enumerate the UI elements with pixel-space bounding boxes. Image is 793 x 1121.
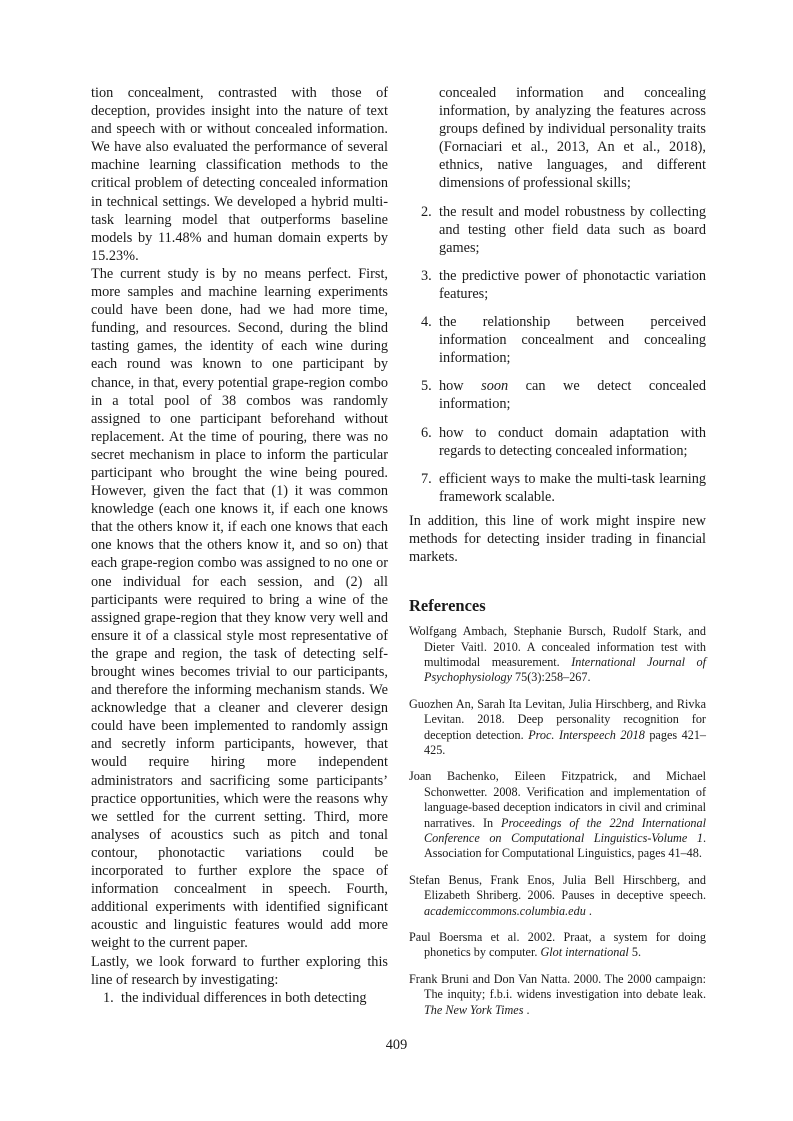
list-item-text-pre: how [439, 378, 482, 395]
reference-text: Paul Boersma et al. 2002. Praat, a system for doing phonetics by computer. [409, 930, 706, 960]
page-number: 409 [385, 1037, 408, 1053]
list-item [409, 203, 706, 257]
list-item-continuation: concealed information and concealing information, by analyzing the features across groups defined by individual personality traits (Fornaciari et al., 2013, An et al., 2018), ethnics, native languages, and different dimensions of professional skills; [439, 85, 706, 192]
list-item-text: the relationship between perceived information concealment and concealing information; [439, 314, 706, 367]
list-number: 4. [421, 314, 432, 331]
reference-venue: academiccommons.columbia.edu [424, 903, 586, 918]
reference-entry [409, 873, 706, 919]
reference-text: Joan Bachenko, Eileen Fitzpatrick, and Michael Schonwetter. 2008. Verification and implementation of language-based deception indicators in civil and criminal narratives. In [409, 769, 706, 830]
reference-text: Frank Bruni and Don Van Natta. 2000. The 2000 campaign: The inquity; f.b.i. widens investigation into debate leak. [409, 971, 706, 1002]
reference-venue: International Journal of Psychophysiology [424, 654, 706, 685]
closing-paragraph: In addition, this line of work might inspire new methods for detecting insider trading in financial markets. [409, 512, 706, 566]
reference-venue: Proc. Interspeech 2018 [528, 727, 645, 742]
reference-entry [409, 769, 706, 861]
list-item-text: efficient ways to make the multi-task learning framework scalable. [439, 470, 706, 505]
references-heading: References [409, 596, 486, 616]
list-number: 6. [421, 424, 432, 441]
reference-tail: 75(3):258–267. [512, 670, 591, 685]
reference-tail: . Association for Computational Linguistics, pages 41–48. [424, 831, 706, 861]
future-work-list [91, 989, 388, 1007]
reference-entry [409, 624, 706, 686]
left-column [91, 84, 388, 1017]
reference-tail: pages 421–425. [424, 727, 707, 757]
list-item [409, 313, 706, 367]
reference-venue: Glot international [540, 945, 629, 960]
list-item-text: the result and model robustness by collecting and testing other field data such as board games; [439, 203, 706, 256]
reference-text: Stefan Benus, Frank Enos, Julia Bell Hirschberg, and Elizabeth Shriberg. 2006. Pauses in deceptive speech. [409, 872, 706, 903]
list-number: 1. [103, 989, 114, 1006]
list-number: 7. [421, 470, 432, 487]
list-item [409, 377, 706, 413]
reference-venue: The New York Times [424, 1002, 524, 1017]
list-item-text-post: can we detect concealed information; [439, 378, 706, 413]
list-number: 3. [421, 267, 432, 284]
reference-text: Guozhen An, Sarah Ita Levitan, Julia Hirschberg, and Rivka Levitan. 2018. Deep personality recognition for deception detection. [409, 696, 706, 742]
reference-tail: . [585, 903, 592, 918]
right-column [409, 84, 706, 1029]
reference-venue: Proceedings of the 22nd International Conference on Computational Linguistics-Volume 1 [424, 815, 707, 846]
reference-text: Wolfgang Ambach, Stephanie Bursch, Rudolf Stark, and Dieter Vaitl. 2010. A concealed information test with multimodal measurement. [409, 624, 706, 669]
conclusion-paragraph: tion concealment, contrasted with those of deception, provides insight into the nature of text and speech with or without concealed information. We have also evaluated the performance of several machine learning classification methods to the critical problem of detecting concealed information in technical settings. We developed a hybrid multi-task learning model that outperforms baseline models by 11.48% and human domain experts by 15.23%. [91, 85, 388, 264]
list-item-text: how to conduct domain adaptation with regards to detecting concealed information; [439, 424, 706, 459]
list-item-text: the predictive power of phonotactic variation features; [439, 267, 706, 302]
future-work-intro: Lastly, we look forward to further exploring this line of research by investigating: [91, 953, 388, 988]
future-work-list-continued [409, 203, 706, 506]
list-item-text: the individual differences in both detecting [121, 989, 367, 1006]
list-number: 2. [421, 203, 432, 220]
list-item [409, 424, 706, 460]
limitations-paragraph: The current study is by no means perfect. First, more samples and machine learning experiments could have been done, had we had more time, funding, and resources. Second, during the blind tasting games, the identity of each wine during each round was known to one participant by chance, in that, every potential grape-region combo in a total pool of 38 combos was randomly assigned to one participant beforehand without replacement. At the time of pouring, there was no secret mechanism in place to inform the particular participant who brought the wine being poured. However, given the fact that (1) it was common knowledge (each one knows it, if each one knows that the others know it, if each one knows that each one knows that the others know it, and so on) that each grape-region combo was assigned to no one or one individual for each session, and (2) all participants were required to bring a wine of the assigned grape-region that they know very well and ensure it of a classical style most representative of the grape and region, the task of detecting self-brought wines becomes trivial to our participants, and therefore the informing mechanism stands. We acknowledge that a cleaner and cleverer design could have been implemented to randomly assign and secretly inform participants, however, that would require hiring more independent administrators and sacrificing some participants’ practice opportunities, which were the reasons why we settled for the current setting. Third, more analyses of acoustics such as pitch and tonal contour, phonotactic variations could be incorporated to further explore the space of information concealment in speech. Fourth, additional experiments with identified significant acoustic and linguistic features would add more weight to the current paper. [91, 265, 388, 952]
list-item [91, 989, 388, 1007]
list-number: 5. [421, 378, 432, 395]
reference-entry [409, 930, 706, 961]
reference-entry [409, 972, 706, 1018]
list-item [409, 470, 706, 506]
reference-entry [409, 697, 706, 759]
reference-tail: . [523, 1002, 530, 1017]
reference-tail: 5. [628, 945, 641, 960]
list-item-emphasis: soon [481, 378, 509, 395]
list-item [409, 267, 706, 303]
